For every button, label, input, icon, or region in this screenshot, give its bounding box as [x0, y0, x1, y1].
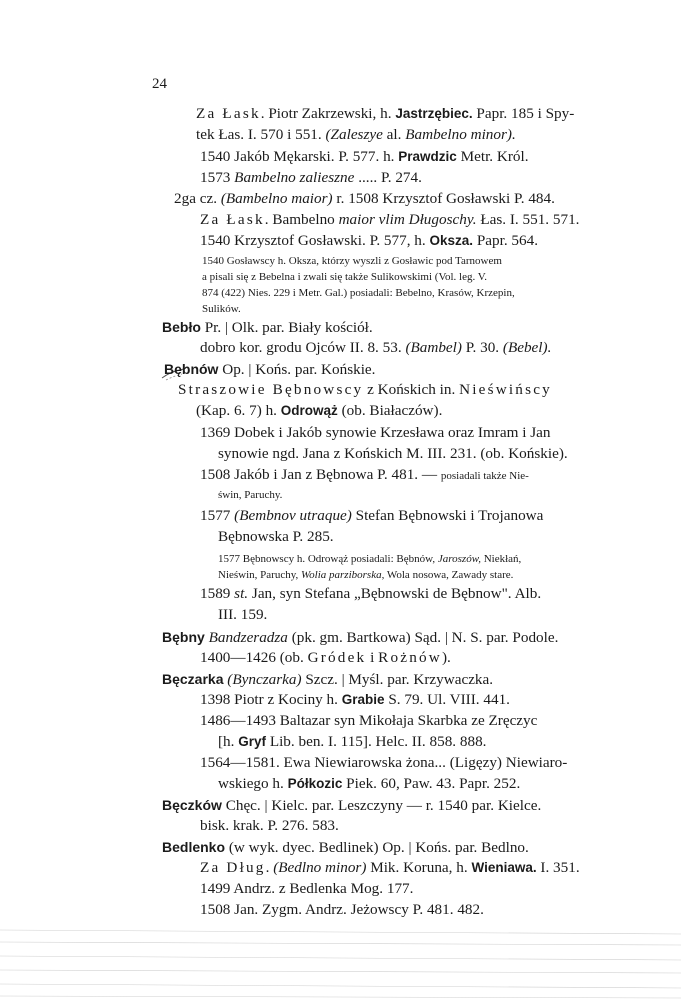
note-line: 1540 Gosławscy h. Oksza, którzy wyszli z Gosławic pod Tarnowem — [202, 255, 502, 267]
page-number: 24 — [152, 76, 167, 92]
text-span: z Końskich in. — [363, 381, 460, 398]
text-span: 1577 Bębnowscy h. Odrowąż posiadali: Bębnów, — [218, 553, 438, 565]
text-line: III. 159. — [218, 606, 268, 623]
place-name: Gródek — [307, 649, 367, 666]
place-name: Rożnów — [378, 649, 442, 666]
text-span: 1508 Jakób i Jan z Bębnowa P. 481. — — [200, 466, 441, 483]
text-span: 1573 — [200, 169, 235, 186]
text-span: . — [265, 859, 274, 876]
text-line — [162, 317, 373, 338]
text-line — [200, 584, 541, 604]
text-span: . Piotr Zakrzewski, h. — [260, 105, 396, 122]
text-span: Niekłań, — [480, 553, 522, 565]
text-span: ..... P. 274. — [354, 169, 422, 186]
text-span: dobro kor. grodu Ojców II. 8. 53. — [200, 339, 406, 356]
text-line — [200, 147, 529, 167]
text-span: 1398 Piotr z Kociny h. — [200, 691, 342, 708]
italic-span: (Bebel). — [502, 339, 552, 356]
coat-of-arms: Grabie — [341, 692, 385, 707]
headword: Bęczków — [162, 797, 222, 813]
text-line: 1508 Jan. Zygm. Andrz. Jeżowscy P. 481. 482. — [200, 901, 484, 918]
italic-span: Wolia parziborska, — [301, 569, 385, 581]
text-line: 1369 Dobek i Jakób synowie Krzesława oraz Imram i Jan — [200, 424, 551, 441]
text-span: (w wyk. dyec. Bedlinek) Op. | Końs. par. Bedlno. — [225, 839, 529, 856]
text-line: 1564—1581. Ewa Niewiarowska żona... (Ligęzy) Niewiaro- — [200, 754, 568, 771]
coat-of-arms: Oksza. — [429, 233, 474, 248]
text-span: 1540 Krzysztof Gosławski. P. 577, h. — [200, 232, 430, 249]
coat-of-arms: Gryf — [238, 734, 267, 749]
coat-of-arms: Jastrzębiec. — [395, 106, 473, 121]
text-span: Papr. 185 i Spy- — [472, 105, 575, 122]
text-span: r. 1508 Krzysztof Gosławski P. 484. — [332, 190, 555, 207]
text-line — [196, 401, 442, 421]
source-ref: Za Łask — [196, 105, 261, 122]
text-span: (ob. Białaczów). — [337, 402, 443, 419]
text-span: i — [366, 649, 379, 666]
text-line: bisk. krak. P. 276. 583. — [200, 817, 339, 834]
italic-span: maior vlim Długoschy. — [338, 211, 477, 228]
italic-span: (Bambelno maior) — [220, 190, 333, 207]
text-line — [162, 795, 541, 816]
text-span: P. 30. — [461, 339, 503, 356]
italic-span: Bandzeradza — [204, 629, 288, 646]
text-line: synowie ngd. Jana z Końskich M. III. 231. (ob. Końskie). — [218, 445, 568, 462]
note-span: posiadali także Nie- — [440, 470, 529, 482]
coat-of-arms: Prawdzic — [398, 149, 457, 164]
italic-span: (Bembnov utraque) — [234, 507, 352, 524]
text-line — [196, 104, 574, 124]
text-line — [200, 465, 529, 486]
note-line: a pisali się z Bebelna i zwali się także Sulikowskimi (Vol. leg. V. — [202, 271, 488, 283]
italic-span: Bambelno minor). — [405, 126, 516, 143]
text-span: Pr. | Olk. par. Biały kościół. — [200, 319, 373, 336]
text-span: (pk. gm. Bartkowa) Sąd. | N. S. par. Podole. — [287, 629, 559, 646]
text-line — [162, 627, 558, 648]
text-line — [218, 732, 486, 752]
text-span: al. — [382, 126, 406, 143]
text-span: Szcz. | Myśl. par. Krzywaczka. — [301, 671, 494, 688]
text-span: Op. | Końs. par. Końskie. — [218, 361, 376, 378]
text-span: Stefan Bębnowski i Trojanowa — [351, 507, 544, 524]
text-span: (Kap. 6. 7) h. — [196, 402, 281, 419]
text-span: wskiego h. — [218, 775, 288, 792]
text-line — [200, 690, 510, 710]
text-span: Papr. 564. — [473, 232, 539, 249]
coat-of-arms: Odrowąż — [280, 403, 338, 418]
headword: Bębny — [162, 629, 205, 645]
text-span: Metr. Król. — [456, 148, 529, 165]
page-edge-shading — [0, 920, 681, 1000]
text-line — [200, 338, 551, 358]
text-line — [200, 648, 451, 668]
italic-span: Jaroszów, — [437, 553, 481, 565]
text-line — [218, 774, 520, 794]
text-span: 1540 Jakób Mękarski. P. 577. h. — [200, 148, 399, 165]
coat-of-arms: Półkozic — [287, 776, 343, 791]
note-line: 874 (422) Nies. 229 i Metr. Gal.) posiadali: Bebelno, Krasów, Krzepin, — [202, 287, 515, 299]
text-span: Jan, syn Stefana „Bębnowski de Bębnow". Alb. — [248, 585, 542, 602]
family-name: Straszowie Bębnowscy — [178, 381, 364, 398]
family-name: Nieświńscy — [459, 381, 552, 398]
text-line: 1499 Andrz. z Bedlenka Mog. 177. — [200, 880, 414, 897]
text-line — [164, 359, 375, 380]
headword: Bedlenko — [162, 839, 226, 855]
text-span: [h. — [218, 733, 239, 750]
text-line — [162, 669, 493, 690]
text-span: Mik. Koruna, h. — [366, 859, 472, 876]
text-line — [178, 380, 552, 400]
text-line — [162, 837, 529, 858]
text-span: . Bambelno — [264, 211, 339, 228]
note-line — [218, 568, 513, 583]
text-span: I. 351. — [536, 859, 580, 876]
text-line: 1486—1493 Baltazar syn Mikołaja Skarbka ze Zręczyc — [200, 712, 538, 729]
note-line: świn, Paruchy. — [218, 489, 283, 501]
text-span: Piek. 60, Paw. 43. Papr. 252. — [342, 775, 521, 792]
text-span: 2ga cz. — [174, 190, 221, 207]
italic-span: Bambelno zalieszne — [234, 169, 355, 186]
italic-span: (Bambel) — [405, 339, 462, 356]
note-line — [218, 552, 521, 567]
headword: Bęczarka — [162, 671, 224, 687]
text-span: Nieświn, Paruchy, — [218, 569, 301, 581]
text-span: tek Łas. I. 570 i 551. — [196, 126, 326, 143]
text-line — [200, 168, 422, 188]
source-ref: Za Dług — [200, 859, 266, 876]
text-span: ). — [441, 649, 451, 666]
coat-of-arms: Wieniawa. — [471, 860, 537, 875]
text-span: Łas. I. 551. 571. — [476, 211, 580, 228]
text-span: Wola nosowa, Zawady stare. — [384, 569, 514, 581]
italic-span: (Bynczarka) — [223, 671, 302, 688]
headword: Bebło — [162, 319, 201, 335]
text-line — [196, 125, 516, 145]
headword: Bębnów — [164, 361, 219, 377]
text-span: Chęc. | Kielc. par. Leszczyny — r. 1540 par. Kielce. — [221, 797, 542, 814]
source-ref: Za Łask — [200, 211, 265, 228]
text-line: Bębnowska P. 285. — [218, 528, 334, 545]
italic-span: (Bedlno minor) — [273, 859, 367, 876]
italic-span: (Zaleszye — [325, 126, 383, 143]
text-span: 1589 — [200, 585, 235, 602]
note-line: Sulików. — [202, 303, 241, 315]
text-span: Lib. ben. I. 115]. Helc. II. 858. 888. — [266, 733, 487, 750]
text-line — [200, 231, 538, 251]
text-line — [174, 189, 555, 209]
text-line — [200, 858, 580, 878]
text-line — [200, 210, 579, 230]
text-span: 1577 — [200, 507, 235, 524]
text-line — [200, 506, 543, 526]
italic-span: st. — [234, 585, 249, 602]
text-span: S. 79. Ul. VIII. 441. — [384, 691, 510, 708]
text-span: 1400—1426 (ob. — [200, 649, 308, 666]
